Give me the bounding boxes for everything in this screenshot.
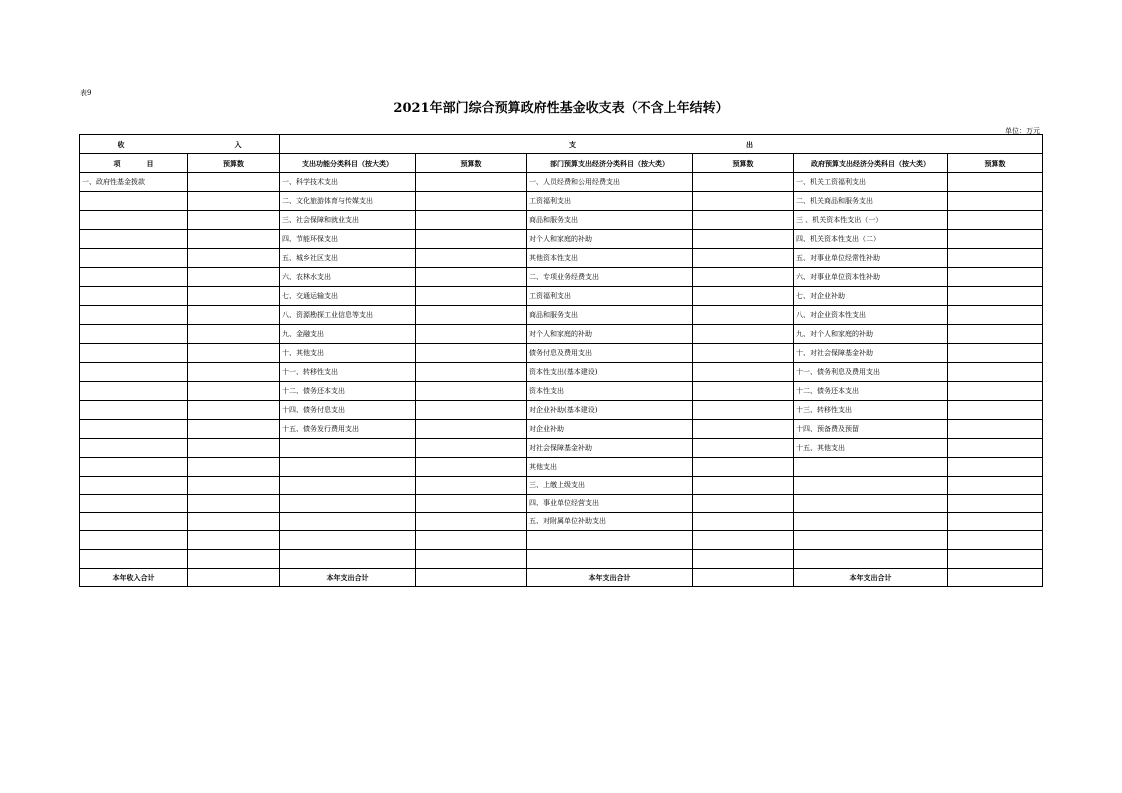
- func-item: 七、交通运输支出: [280, 287, 416, 306]
- func-item: 四、节能环保支出: [280, 230, 416, 249]
- dept-item: 对企业补助: [527, 420, 693, 439]
- dept-item: 五、对附属单位补助支出: [527, 513, 693, 531]
- budget-header-1: 预算数: [188, 154, 280, 173]
- header-row-2: [80, 154, 1043, 173]
- func-item: 一、科学技术支出: [280, 173, 416, 192]
- income-char-1: 收: [117, 139, 125, 149]
- expense-total-label-2: 本年支出合计: [527, 569, 693, 587]
- dept-item: 商品和服务支出: [527, 211, 693, 230]
- expense-total-label-1: 本年支出合计: [280, 569, 416, 587]
- dept-item: 债务付息及费用支出: [527, 344, 693, 363]
- dept-item: 其他资本性支出: [527, 249, 693, 268]
- dept-item: 工资福利支出: [527, 192, 693, 211]
- func-item: 九、金融支出: [280, 325, 416, 344]
- item-header: [80, 154, 188, 173]
- gov-item: 十、对社会保障基金补助: [794, 344, 948, 363]
- totals-row: [80, 569, 1043, 587]
- func-item: 五、城乡社区支出: [280, 249, 416, 268]
- income-total-label: 本年收入合计: [80, 569, 188, 587]
- dept-econ-header: 部门预算支出经济分类科目（按大类）: [527, 154, 693, 173]
- gov-item: 二、机关商品和服务支出: [794, 192, 948, 211]
- dept-item: 资本性支出: [527, 382, 693, 401]
- func-item: 八、资源勘探工业信息等支出: [280, 306, 416, 325]
- gov-item: 十四、预备费及预留: [794, 420, 948, 439]
- expense-header: [280, 135, 1043, 154]
- func-item: 十一、转移性支出: [280, 363, 416, 382]
- dept-item: 其他支出: [527, 458, 693, 477]
- header-row-1: [80, 135, 1043, 154]
- func-item: 二、文化旅游体育与传媒支出: [280, 192, 416, 211]
- dept-item: 对企业补助(基本建设): [527, 401, 693, 420]
- dept-item: 商品和服务支出: [527, 306, 693, 325]
- func-class-header: 支出功能分类科目（按大类）: [280, 154, 416, 173]
- dept-item: 工资福利支出: [527, 287, 693, 306]
- func-item: 六、农林水支出: [280, 268, 416, 287]
- expense-total-label-3: 本年支出合计: [794, 569, 948, 587]
- gov-item: 十三、转移性支出: [794, 401, 948, 420]
- unit-label: 单位：万元: [1005, 127, 1040, 135]
- item-char-1: 项: [113, 158, 121, 168]
- budget-header-2: 预算数: [416, 154, 527, 173]
- gov-item: 三 、机关资本性支出（一）: [794, 211, 948, 230]
- gov-item: 十二、债务还本支出: [794, 382, 948, 401]
- gov-item: 九、对个人和家庭的补助: [794, 325, 948, 344]
- gov-item: 十一、债务利息及费用支出: [794, 363, 948, 382]
- income-header: [80, 135, 280, 154]
- expense-char-2: 出: [746, 139, 753, 149]
- dept-item: 对个人和家庭的补助: [527, 230, 693, 249]
- func-item: 十、其他支出: [280, 344, 416, 363]
- gov-item: 十五、其他支出: [794, 439, 948, 458]
- budget-table: [79, 134, 1043, 587]
- gov-item: 七、对企业补助: [794, 287, 948, 306]
- dept-item: 一、人员经费和公用经费支出: [527, 173, 693, 192]
- dept-item: 对社会保障基金补助: [527, 439, 693, 458]
- dept-item: 资本性支出(基本建设): [527, 363, 693, 382]
- func-item: 十五、债务发行费用支出: [280, 420, 416, 439]
- budget-header-4: 预算数: [948, 154, 1043, 173]
- gov-item: 六、对事业单位资本性补助: [794, 268, 948, 287]
- expense-char-1: 支: [569, 139, 576, 149]
- gov-econ-header: 政府预算支出经济分类科目（按大类）: [794, 154, 948, 173]
- page-title: 2021年部门综合预算政府性基金收支表（不含上年结转）: [393, 101, 729, 116]
- func-item: 十四、债务付息支出: [280, 401, 416, 420]
- sheet-tag: 表9: [80, 89, 92, 97]
- gov-item: 五、对事业单位经常性补助: [794, 249, 948, 268]
- dept-item: 对个人和家庭的补助: [527, 325, 693, 344]
- gov-item: 一、机关工资福利支出: [794, 173, 948, 192]
- dept-item: 二、专项业务经费支出: [527, 268, 693, 287]
- dept-item: 四、事业单位经营支出: [527, 495, 693, 513]
- func-item: 十二、债务还本支出: [280, 382, 416, 401]
- item-char-2: 目: [146, 158, 154, 168]
- income-item: 一、政府性基金拨款: [80, 173, 188, 192]
- func-item: 三、社会保障和就业支出: [280, 211, 416, 230]
- gov-item: 四、机关资本性支出（二）: [794, 230, 948, 249]
- budget-header-3: 预算数: [693, 154, 794, 173]
- income-char-2: 入: [234, 139, 242, 149]
- gov-item: 八、对企业资本性支出: [794, 306, 948, 325]
- dept-item: 三、上缴上级支出: [527, 477, 693, 495]
